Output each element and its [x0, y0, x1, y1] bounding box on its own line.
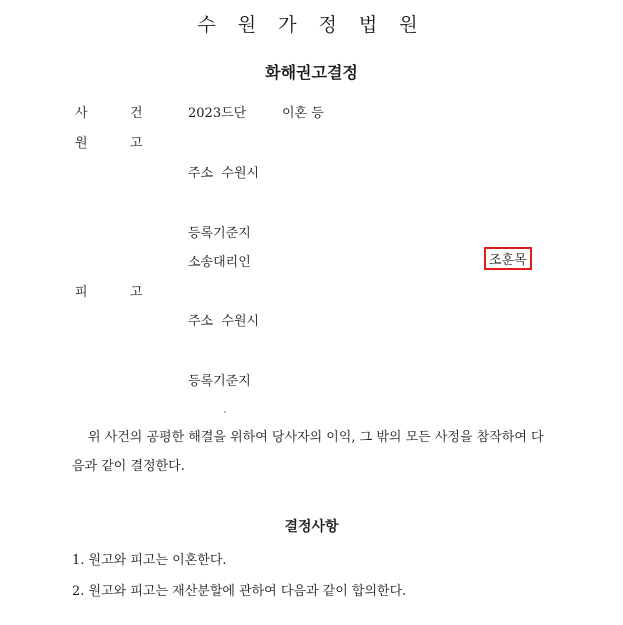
case-label-2: 건 — [130, 106, 143, 121]
plaintiff-registration: 등록기준지 — [188, 226, 251, 241]
document-title: 화해권고결정 — [265, 63, 358, 82]
scan-speck — [224, 411, 226, 413]
attorney-name-highlight: 조훈목 — [484, 247, 532, 270]
attorney-label: 소송대리인 — [188, 255, 251, 270]
section-title: 결정사항 — [284, 519, 339, 535]
plaintiff-label-2: 고 — [130, 136, 143, 151]
court-name: 수 원 가 정 법 원 — [197, 14, 426, 36]
case-name: 이혼 등 — [282, 106, 324, 121]
defendant-registration: 등록기준지 — [188, 374, 251, 389]
decision-item-1: 1. 원고와 피고는 이혼한다. — [72, 553, 227, 568]
case-label-1: 사 — [75, 106, 88, 121]
decision-item-2: 2. 원고와 피고는 재산분할에 관하여 다음과 같이 합의한다. — [72, 584, 407, 599]
body-text-line-2: 음과 같이 결정한다. — [72, 459, 185, 474]
defendant-label-2: 고 — [130, 285, 143, 300]
plaintiff-address: 주소 수원시 — [188, 166, 260, 181]
case-number: 2023드단 — [188, 106, 247, 121]
defendant-address: 주소 수원시 — [188, 314, 260, 329]
defendant-label-1: 피 — [75, 285, 88, 300]
body-text-line-1: 위 사건의 공평한 해결을 위하여 당사자의 이익, 그 밖의 모든 사정을 참작하여 다 — [88, 430, 544, 445]
plaintiff-label-1: 원 — [75, 136, 88, 151]
